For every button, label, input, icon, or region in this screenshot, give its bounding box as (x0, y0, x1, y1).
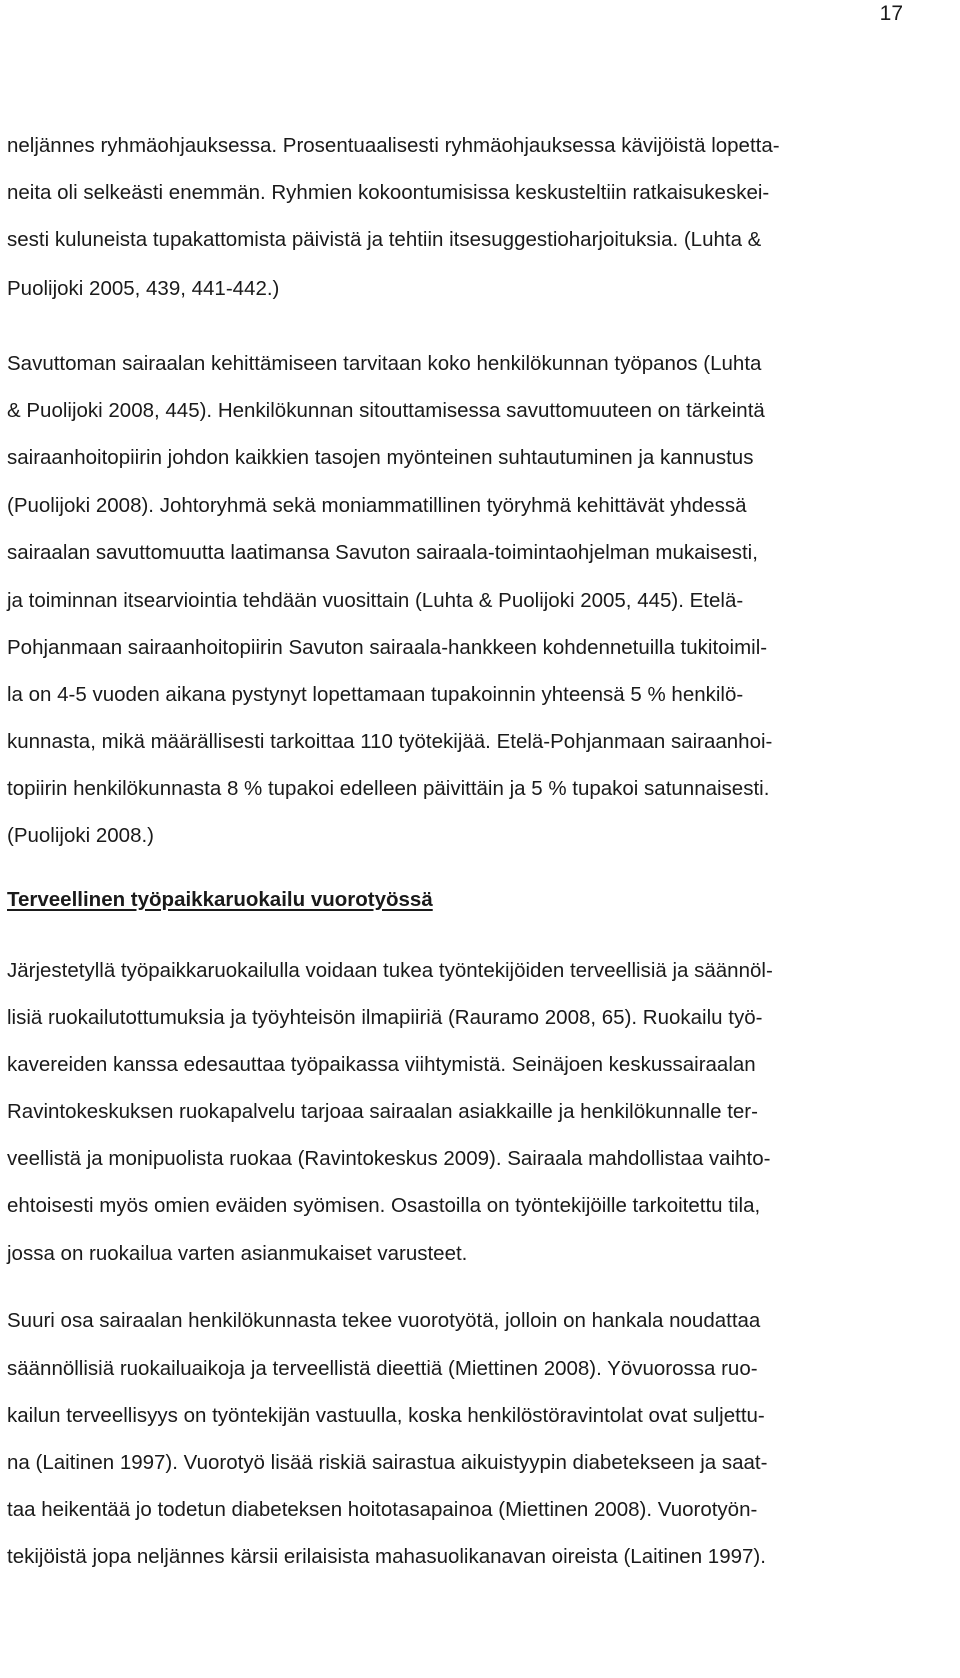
paragraph-2-line: sairaanhoitopiirin johdon kaikkien tasojen myönteinen suhtautuminen ja kannustus (7, 446, 754, 469)
paragraph-2-line: topiirin henkilökunnasta 8 % tupakoi edelleen päivittäin ja 5 % tupakoi satunnaisesti. (7, 777, 770, 800)
paragraph-1-line: Puolijoki 2005, 439, 441-442.) (7, 277, 280, 300)
paragraph-3-line: Ravintokeskuksen ruokapalvelu tarjoaa sairaalan asiakkaille ja henkilökunnalle ter- (7, 1100, 758, 1123)
paragraph-2-line: la on 4-5 vuoden aikana pystynyt lopettamaan tupakoinnin yhteensä 5 % henkilö- (7, 683, 744, 706)
page-number: 17 (879, 2, 903, 25)
paragraph-2-line: Savuttoman sairaalan kehittämiseen tarvitaan koko henkilökunnan työpanos (Luhta (7, 352, 762, 375)
paragraph-2-line: (Puolijoki 2008.) (7, 824, 154, 847)
paragraph-1-line: neljännes ryhmäohjauksessa. Prosentuaalisesti ryhmäohjauksessa kävijöistä lopetta- (7, 134, 780, 157)
paragraph-4-line: Suuri osa sairaalan henkilökunnasta tekee vuorotyötä, jolloin on hankala noudattaa (7, 1309, 761, 1332)
paragraph-3-line: lisiä ruokailutottumuksia ja työyhteisön ilmapiiriä (Rauramo 2008, 65). Ruokailu työ- (7, 1006, 763, 1029)
paragraph-2-line: sairaalan savuttomuutta laatimansa Savuton sairaala-toimintaohjelman mukaisesti, (7, 541, 758, 564)
paragraph-2-line: Pohjanmaan sairaanhoitopiirin Savuton sairaala-hankkeen kohdennetuilla tukitoimil- (7, 636, 768, 659)
paragraph-3-line: kavereiden kanssa edesauttaa työpaikassa viihtymistä. Seinäjoen keskussairaalan (7, 1053, 756, 1076)
paragraph-2-line: & Puolijoki 2008, 445). Henkilökunnan sitouttamisessa savuttomuuteen on tärkeintä (7, 399, 765, 422)
paragraph-4-line: säännöllisiä ruokailuaikoja ja terveellistä dieettiä (Miettinen 2008). Yövuorossa ruo- (7, 1357, 758, 1380)
paragraph-4-line: tekijöistä jopa neljännes kärsii erilaisista mahasuolikanavan oireista (Laitinen 1997). (7, 1545, 766, 1568)
section-heading: Terveellinen työpaikkaruokailu vuorotyössä (7, 888, 433, 911)
paragraph-2-line: ja toiminnan itsearviointia tehdään vuosittain (Luhta & Puolijoki 2005, 445). Etelä- (7, 589, 744, 612)
paragraph-3-line: veellistä ja monipuolista ruokaa (Ravintokeskus 2009). Sairaala mahdollistaa vaihto- (7, 1147, 771, 1170)
paragraph-2-line: (Puolijoki 2008). Johtoryhmä sekä moniammatillinen työryhmä kehittävät yhdessä (7, 494, 747, 517)
paragraph-3-line: jossa on ruokailua varten asianmukaiset varusteet. (7, 1242, 468, 1265)
paragraph-1-line: sesti kuluneista tupakattomista päivistä ja tehtiin itsesuggestioharjoituksia. (Luhta & (7, 228, 762, 251)
paragraph-4-line: na (Laitinen 1997). Vuorotyö lisää riskiä sairastua aikuistyypin diabetekseen ja saat- (7, 1451, 768, 1474)
paragraph-3-line: ehtoisesti myös omien eväiden syömisen. Osastoilla on työntekijöille tarkoitettu tila, (7, 1194, 761, 1217)
paragraph-2-line: kunnasta, mikä määrällisesti tarkoittaa 110 työtekijää. Etelä-Pohjanmaan sairaanhoi- (7, 730, 773, 753)
paragraph-3-line: Järjestetyllä työpaikkaruokailulla voidaan tukea työntekijöiden terveellisiä ja säännöl- (7, 959, 773, 982)
paragraph-4-line: taa heikentää jo todetun diabeteksen hoitotasapainoa (Miettinen 2008). Vuorotyön- (7, 1498, 758, 1521)
paragraph-1-line: neita oli selkeästi enemmän. Ryhmien kokoontumisissa keskusteltiin ratkaisukeskei- (7, 181, 770, 204)
paragraph-4-line: kailun terveellisyys on työntekijän vastuulla, koska henkilöstöravintolat ovat suljettu- (7, 1404, 765, 1427)
